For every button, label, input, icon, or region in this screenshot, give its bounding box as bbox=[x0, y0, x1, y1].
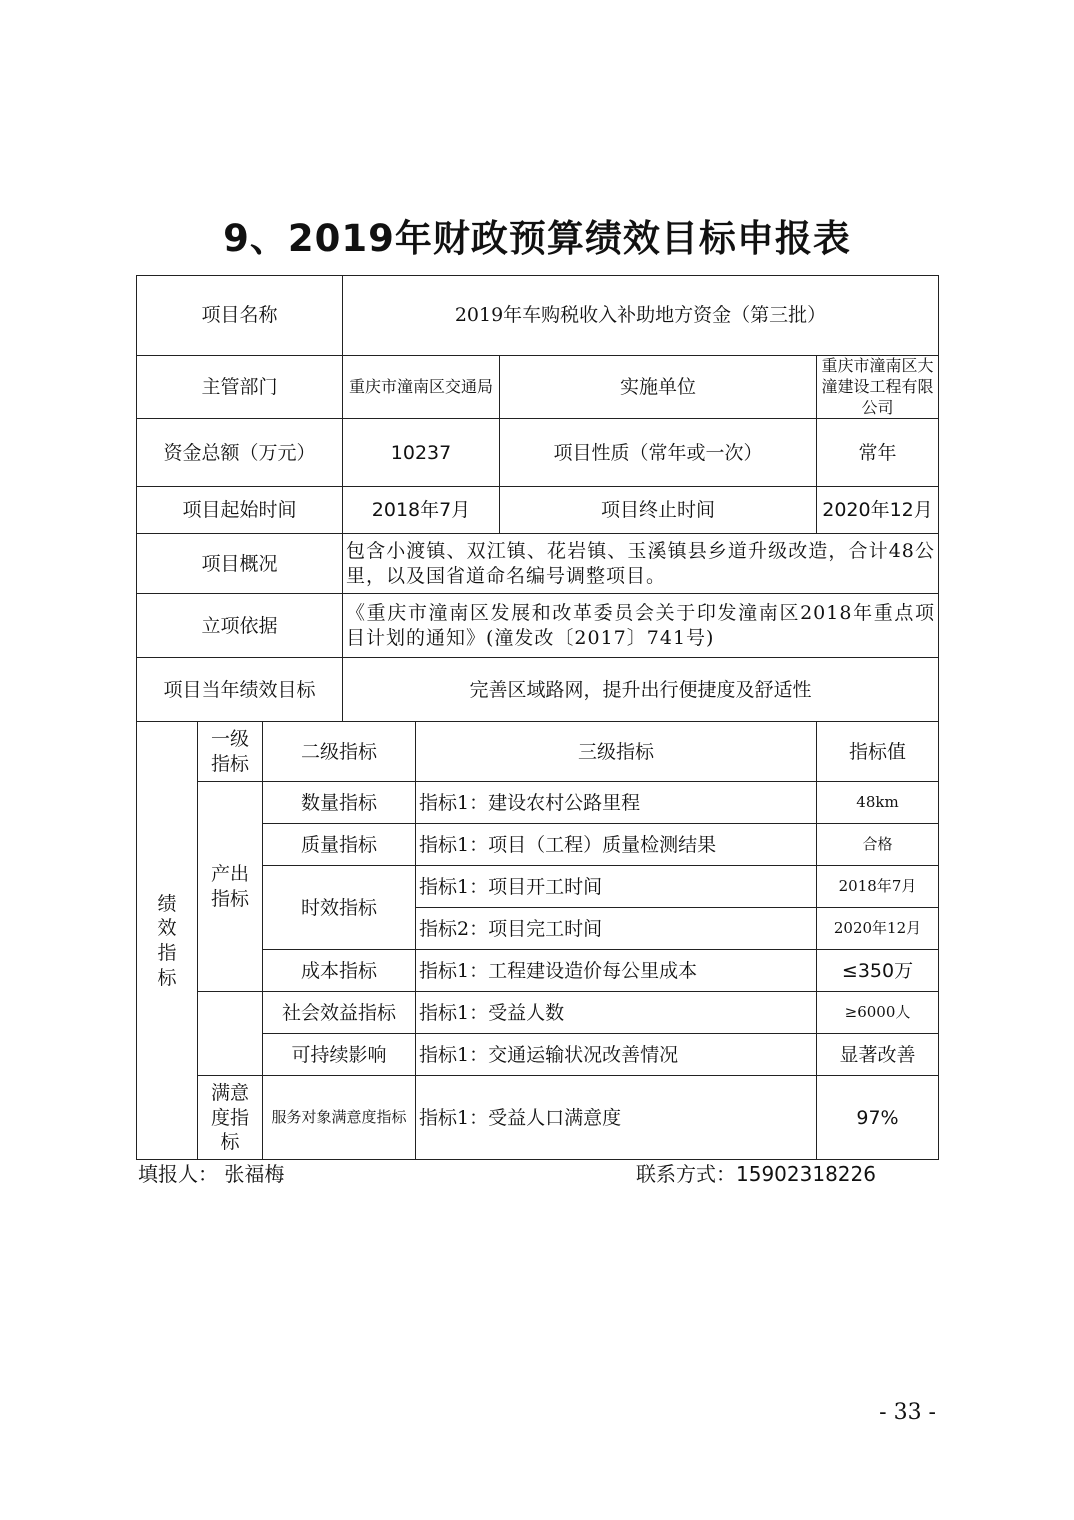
benefit-indicator-cell bbox=[198, 992, 263, 1076]
header-value: 指标值 bbox=[817, 722, 939, 782]
social-benefit-label: 社会效益指标 bbox=[263, 992, 416, 1034]
satisfaction-indicator-label: 满意度指标 bbox=[198, 1076, 263, 1160]
sustainable-impact-item: 指标1：交通运输状况改善情况 bbox=[416, 1034, 817, 1076]
implementer-label: 实施单位 bbox=[500, 356, 817, 419]
page-number: - 33 - bbox=[879, 1400, 936, 1425]
timeliness-indicator-item1: 指标1：项目开工时间 bbox=[416, 866, 817, 908]
sustainable-impact-label: 可持续影响 bbox=[263, 1034, 416, 1076]
funds-label: 资金总额（万元） bbox=[137, 419, 343, 487]
basis-value: 《重庆市潼南区发展和改革委员会关于印发潼南区2018年重点项目计划的通知》(潼发改〔2017〕741号) bbox=[343, 594, 939, 658]
header-level1: 一级指标 bbox=[198, 722, 263, 782]
quality-indicator-value: 合格 bbox=[817, 824, 939, 866]
service-satisfaction-label: 服务对象满意度指标 bbox=[263, 1076, 416, 1160]
performance-section-label: 绩效指标 bbox=[137, 722, 198, 1160]
quantity-indicator-item: 指标1：建设农村公路里程 bbox=[416, 782, 817, 824]
project-name-value: 2019年车购税收入补助地方资金（第三批） bbox=[343, 276, 939, 356]
annual-goal-value: 完善区域路网，提升出行便捷度及舒适性 bbox=[343, 658, 939, 722]
output-indicator-label: 产出指标 bbox=[198, 782, 263, 992]
timeliness-indicator-value1: 2018年7月 bbox=[817, 866, 939, 908]
performance-target-table bbox=[136, 275, 939, 1160]
basis-label: 立项依据 bbox=[137, 594, 343, 658]
quality-indicator-item: 指标1：项目（工程）质量检测结果 bbox=[416, 824, 817, 866]
contact bbox=[636, 1158, 876, 1187]
quantity-indicator-value: 48km bbox=[817, 782, 939, 824]
nature-label: 项目性质（常年或一次） bbox=[500, 419, 817, 487]
reporter-label: 填报人： bbox=[138, 1162, 218, 1186]
quantity-indicator-label: 数量指标 bbox=[263, 782, 416, 824]
cost-indicator-label: 成本指标 bbox=[263, 950, 416, 992]
department-value: 重庆市潼南区交通局 bbox=[343, 356, 500, 419]
annual-goal-label: 项目当年绩效目标 bbox=[137, 658, 343, 722]
contact-value: 15902318226 bbox=[736, 1162, 876, 1186]
cost-indicator-item: 指标1：工程建设造价每公里成本 bbox=[416, 950, 817, 992]
end-time-label: 项目终止时间 bbox=[500, 487, 817, 534]
timeliness-indicator-label: 时效指标 bbox=[263, 866, 416, 950]
implementer-value: 重庆市潼南区大潼建设工程有限公司 bbox=[817, 356, 939, 419]
social-benefit-item: 指标1：受益人数 bbox=[416, 992, 817, 1034]
timeliness-indicator-item2: 指标2：项目完工时间 bbox=[416, 908, 817, 950]
funds-value: 10237 bbox=[343, 419, 500, 487]
sustainable-impact-value: 显著改善 bbox=[817, 1034, 939, 1076]
overview-value: 包含小渡镇、双江镇、花岩镇、玉溪镇县乡道升级改造，合计48公里，以及国省道命名编号调整项目。 bbox=[343, 534, 939, 594]
reporter bbox=[138, 1158, 284, 1187]
service-satisfaction-item: 指标1：受益人口满意度 bbox=[416, 1076, 817, 1160]
service-satisfaction-value: 97% bbox=[817, 1076, 939, 1160]
overview-label: 项目概况 bbox=[137, 534, 343, 594]
start-time-value: 2018年7月 bbox=[343, 487, 500, 534]
social-benefit-value: ≥6000人 bbox=[817, 992, 939, 1034]
start-time-label: 项目起始时间 bbox=[137, 487, 343, 534]
timeliness-indicator-value2: 2020年12月 bbox=[817, 908, 939, 950]
reporter-name: 张福梅 bbox=[224, 1162, 285, 1186]
nature-value: 常年 bbox=[817, 419, 939, 487]
quality-indicator-label: 质量指标 bbox=[263, 824, 416, 866]
project-name-label: 项目名称 bbox=[137, 276, 343, 356]
cost-indicator-value: ≤350万 bbox=[817, 950, 939, 992]
header-level2: 二级指标 bbox=[263, 722, 416, 782]
department-label: 主管部门 bbox=[137, 356, 343, 419]
page-title: 9、2019年财政预算绩效目标申报表 bbox=[223, 217, 851, 260]
header-level3: 三级指标 bbox=[416, 722, 817, 782]
contact-label: 联系方式： bbox=[636, 1162, 736, 1186]
end-time-value: 2020年12月 bbox=[817, 487, 939, 534]
